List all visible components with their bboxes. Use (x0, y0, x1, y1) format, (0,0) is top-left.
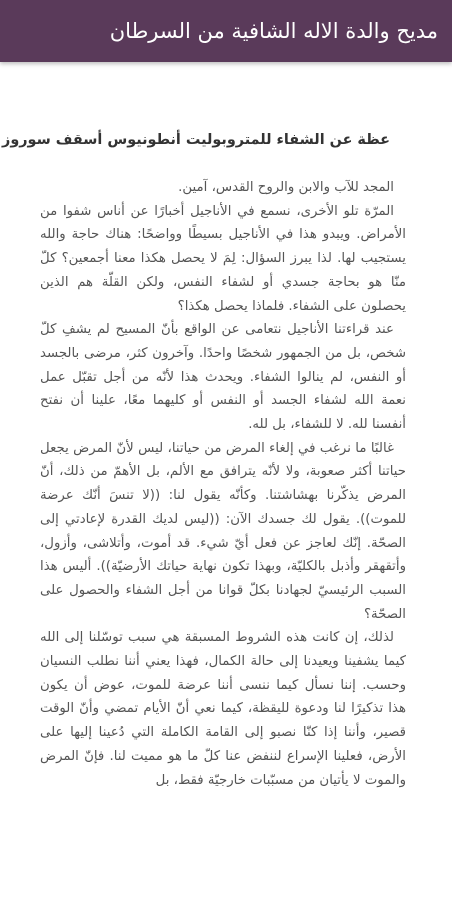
article-content (0, 120, 452, 792)
paragraph: المجد للآب والابن والروح القدس، آمين. (178, 180, 394, 195)
article-title: عظة عن الشفاء للمتروبوليت أنطونيوس أسقف سوروز (2, 132, 390, 148)
paragraph: غالبًا ما نرغب في إلغاء المرض من حياتنا، ليس لأنّ المرض يجعل حياتنا أكثر صعوبة، ولا لأنّه يترافق مع الألم، بل الأهمّ من ذلك، أنّ المرض يذكّرنا بهشاشتنا. وكأنّه يقول لنا: ((لا تنسَ أنّك عرضة للموت)). يقول لك جسدك الآن: ((ليس لديك القدرة لإعادتي إلى الصحّة. إنّك لعاجز عن فعل أيّ شيء. قد أموت، وأتلاشى، وأزول، وأتقهقر وأذبل بالكليّة، وبهذا تكون نهاية حياتك الأرضيّة)). أليس هذا السبب الرئيسيّ لجهادنا بكلّ قوانا من أجل الشفاء والحصول على الصحّة؟ (40, 440, 406, 622)
app-title: مديح والدة الاله الشافية من السرطان (109, 19, 438, 43)
paragraph: لذلك، إن كانت هذه الشروط المسبقة هي سبب توسّلنا إلى الله كيما يشفينا ويعيدنا إلى حالة الكمال، فهذا يعني أننا نطلب النسيان وحسب. إننا نسأل كيما ننسى أننا عرضة للموت، عوض أن يكون هذا تذكيرًا لنا ودعوة لليقظة، كيما نعي أنّ الأيام تمضي وأنّ الوقت قصير، وأننا إذا كنّا نصبو إلى القامة الكاملة التي دُعينا إليها على الأرض، فعلينا الإسراع لننفض عنا كلّ ما هو مميت لنا. فإنّ المرض والموت لا يأتيان من مسبّبات خارجيّة فقط، بل (40, 630, 406, 788)
paragraph: عند قراءتنا الأناجيل نتعامى عن الواقع بأنّ المسيح لم يشفِ كلّ شخص، بل من الجمهور شخصًا واحدًا. وآخرون كثر، مرضى بالجسد أو النفس، لم ينالوا الشفاء. ويحدث هذا لأنّه من أجل تقبّل عمل نعمة الله لشفاء الجسد أو النفس أو كليهما معًا، علينا أن نفتح أنفسنا لله. لا للشفاء، بل لله. (40, 322, 406, 433)
article-body (0, 176, 452, 792)
paragraph: المرّة تلو الأخرى، نسمع في الأناجيل أخبارًا عن أناس شفوا من الأمراض. ويبدو هذا في الأناجيل بسيطًا وواضحًا: هناك حاجة والله يستجيب لها. لذا يبرز السؤال: لِمَ لا يحصل هكذا معنا أجمعين؟ كلّ منّا هو بحاجة جسدي أو لشفاء النفس، ولكن القلّة هم الذين يحصلون على الشفاء. فلماذا يحصل هكذا؟ (40, 203, 406, 314)
app-bar (0, 0, 452, 62)
